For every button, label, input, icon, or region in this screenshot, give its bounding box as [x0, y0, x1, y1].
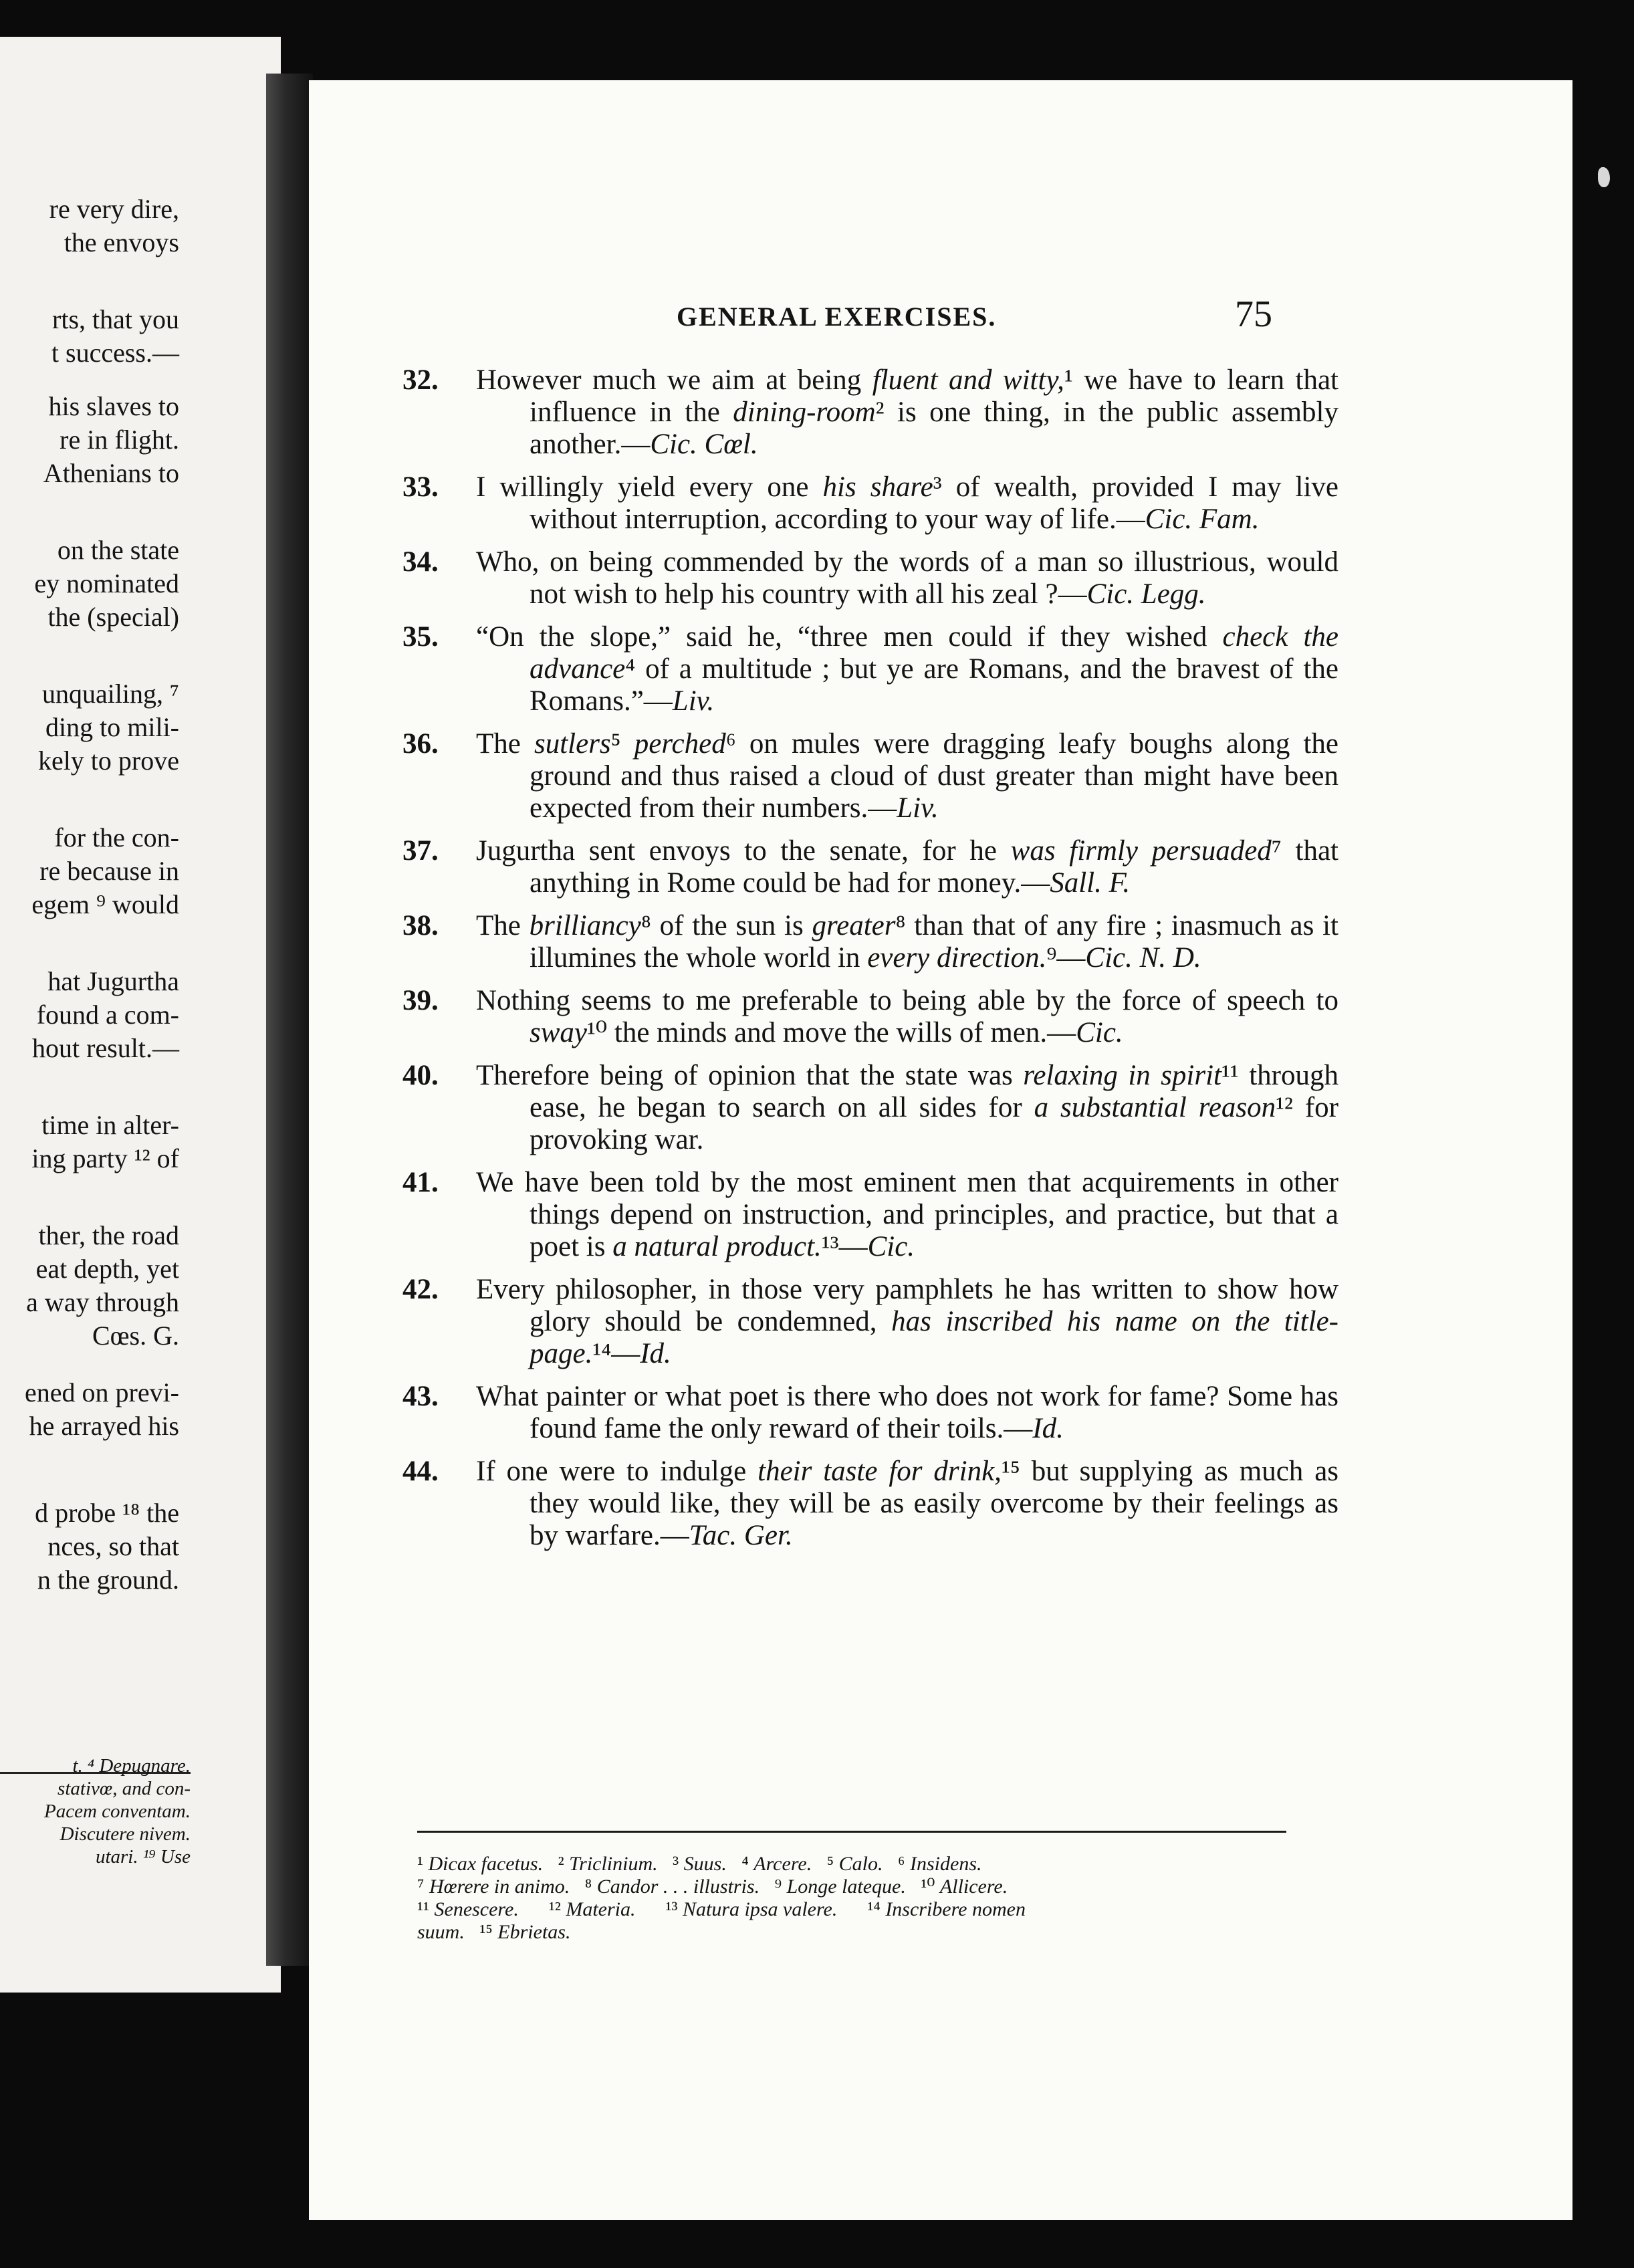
exercise-number: 35. [402, 621, 439, 653]
text-segment: through ease, he began to search on all sides for [530, 1060, 1338, 1123]
footnote-reference: ¹³ [821, 1231, 839, 1262]
text-segment: ¹⁵ [464, 1921, 498, 1943]
text-segment: of a multitude ; but ye are Romans, and the bravest of the Romans.”— [530, 653, 1338, 717]
exercise-item [309, 364, 1572, 461]
footnotes [417, 1831, 1286, 1944]
left-page-line: re in flight. [60, 425, 179, 455]
italic-text: Materia. [566, 1898, 636, 1920]
italic-text: suum. [417, 1921, 465, 1943]
exercise-text [476, 835, 1338, 899]
page-number: 75 [1235, 294, 1272, 335]
left-page-line: ey nominated [34, 568, 179, 598]
text-segment: ¹² [518, 1898, 566, 1920]
italic-text: Id. [1032, 1413, 1064, 1444]
footnote-reference: ² [875, 396, 885, 428]
text-segment: ⁵ [812, 1853, 839, 1875]
right-page [309, 80, 1572, 2220]
left-page-footnote-line: Discutere nivem. [60, 1823, 191, 1845]
text-segment: Jugurtha sent envoys to the senate, for he [476, 835, 1011, 867]
italic-text: Arcere. [753, 1853, 812, 1875]
italic-text: Suus. [683, 1853, 727, 1875]
italic-text: Triclinium. [569, 1853, 658, 1875]
footnote-line [417, 1921, 1286, 1944]
italic-text: sutlers [534, 728, 611, 760]
exercise-item [309, 621, 1572, 717]
exercise-text [476, 471, 1338, 536]
italic-text: Liv. [672, 685, 715, 717]
italic-text: Id. [640, 1338, 671, 1369]
text-segment: — [838, 1231, 868, 1262]
exercise-number: 32. [402, 364, 439, 396]
text-segment: Therefore being of opinion that the state was [476, 1060, 1024, 1091]
text-segment: We have been told by the most eminent men that acquirements in other things depend on instruction, and principles, and practice, but that a poet is [476, 1167, 1338, 1262]
text-segment: for provoking war. [530, 1092, 1339, 1155]
left-page-line: d probe ¹⁸ the [35, 1498, 179, 1528]
exercise-item [309, 1060, 1572, 1156]
italic-text: Cic. [867, 1231, 915, 1262]
left-page-line: the (special) [47, 602, 179, 632]
text-segment: we have to learn that influence in the [530, 364, 1338, 428]
italic-text: Inscribere nomen [885, 1898, 1026, 1920]
footnote-reference: ⁴ [625, 653, 636, 685]
text-segment: that anything in Rome could be had for money.— [530, 835, 1338, 899]
left-page-line: a way through [26, 1287, 179, 1317]
footnote-reference: ³ [933, 471, 942, 503]
exercise-text [476, 910, 1338, 974]
exercise-number: 39. [402, 985, 439, 1016]
exercise-number: 33. [402, 471, 439, 503]
text-segment: ⁹ [760, 1876, 787, 1898]
text-segment: What painter or what poet is there who does not work for fame? Some has found fame the only reward of their toils.— [476, 1381, 1338, 1444]
text-segment: — [1056, 942, 1086, 974]
text-segment: ¹¹ [417, 1898, 435, 1920]
left-page-line: rts, that you [52, 304, 179, 334]
left-page-line: ing party ¹² of [31, 1143, 179, 1173]
text-segment [621, 728, 634, 760]
exercise-text [476, 1167, 1338, 1263]
footnote-reference: ⁶ [725, 728, 736, 760]
left-page-line: t success.— [51, 338, 179, 368]
exercise-item [309, 546, 1572, 610]
exercise-number: 38. [402, 910, 439, 941]
text-segment: Every philosopher, in those very pamphlets he has written to show how glory should be condemned, [476, 1274, 1338, 1337]
page-header [309, 293, 1572, 340]
italic-text: fluent and witty, [872, 364, 1064, 396]
text-segment: is one thing, in the public assembly another.— [530, 396, 1338, 460]
exercise-text [476, 546, 1338, 610]
italic-text: a natural product. [612, 1231, 822, 1262]
italic-text: was firmly persuaded [1010, 835, 1272, 867]
left-page-line: found a com- [36, 1000, 179, 1030]
exercise-number: 40. [402, 1060, 439, 1091]
left-page-line: kely to prove [37, 746, 179, 776]
exercise-item [309, 985, 1572, 1049]
exercise-number: 43. [402, 1381, 439, 1412]
italic-text: sway [530, 1017, 587, 1048]
exercise-text [476, 1274, 1338, 1370]
left-page-line: egem ⁹ would [31, 889, 179, 919]
exercise-text [476, 621, 1338, 717]
exercise-item [309, 835, 1572, 899]
left-page-footnote-line: utari. ¹⁹ Use [95, 1846, 191, 1867]
left-page-line: his slaves to [48, 391, 179, 421]
exercise-number: 37. [402, 835, 439, 867]
exercise-number: 34. [402, 546, 439, 578]
footnote-reference: ⁸ [895, 910, 906, 941]
text-segment: than that of any fire ; inasmuch as it illumines the whole world in [530, 910, 1338, 974]
exercise-item [309, 1381, 1572, 1445]
text-segment: ¹⁰ [905, 1876, 940, 1898]
italic-text: brilliancy [529, 910, 641, 941]
footnote-reference: ¹² [1276, 1092, 1293, 1123]
exercise-item [309, 1274, 1572, 1370]
left-page-footnote-line: stativœ, and con- [57, 1778, 191, 1799]
text-segment: ⁷ [417, 1876, 429, 1898]
italic-text: Insidens. [910, 1853, 982, 1875]
footnote-reference: ⁵ [610, 728, 621, 760]
italic-text: Allicere. [939, 1876, 1008, 1898]
exercise-text [476, 1381, 1338, 1445]
text-segment: “On the slope,” said he, “three men could if they wished [476, 621, 1223, 653]
exercise-item [309, 1456, 1572, 1552]
text-segment: ¹³ [635, 1898, 683, 1920]
italic-text: Tac. Ger. [689, 1520, 793, 1551]
italic-text: Cic. Legg. [1086, 578, 1206, 610]
left-page-line: he arrayed his [29, 1411, 179, 1441]
text-segment: ⁸ [570, 1876, 597, 1898]
left-page-line: re very dire, [49, 194, 179, 224]
left-page-line: ding to mili- [45, 712, 179, 742]
exercise-text [476, 985, 1338, 1049]
text-segment: the minds and move the wills of men.— [607, 1017, 1076, 1048]
italic-text: his share [822, 471, 933, 503]
italic-text: Liv. [897, 792, 939, 824]
exercise-item [309, 728, 1572, 824]
italic-text: Senescere. [434, 1898, 519, 1920]
text-segment: Nothing seems to me preferable to being able by the force of speech to [476, 985, 1338, 1016]
text-segment: of the sun is [651, 910, 812, 941]
left-page-line: ened on previ- [24, 1377, 179, 1407]
italic-text: Candor . . . illustris. [596, 1876, 760, 1898]
text-segment: ² [543, 1853, 570, 1875]
exercise-text [476, 1456, 1338, 1552]
text-segment: If one were to indulge [476, 1456, 758, 1487]
book-spine [266, 74, 313, 1966]
left-facing-page [0, 37, 281, 1993]
footnote-line [417, 1898, 1286, 1921]
left-page-line: time in alter- [41, 1110, 179, 1140]
footnote-line [417, 1853, 1286, 1876]
italic-text: Hœrere in animo. [429, 1876, 570, 1898]
footnote-reference: ⁸ [640, 910, 651, 941]
footnote-reference: ⁹ [1046, 942, 1057, 974]
exercise-number: 42. [402, 1274, 439, 1305]
exercise-text [476, 1060, 1338, 1156]
italic-text: relaxing in spirit [1023, 1060, 1221, 1091]
exercise-number: 41. [402, 1167, 439, 1198]
italic-text: Cic. N. D. [1085, 942, 1201, 974]
left-page-footnote-line: t. ⁴ Depugnare. [72, 1755, 191, 1777]
text-segment: on mules were dragging leafy boughs along the ground and thus raised a cloud of dust greater than might have been expected from their numbers.— [530, 728, 1339, 824]
left-page-line: ther, the road [38, 1220, 179, 1250]
left-page-line: nces, so that [47, 1531, 179, 1561]
left-page-line: Cœs. G. [92, 1321, 179, 1351]
text-segment: However much we aim at being [476, 364, 872, 396]
italic-text: Dicax facetus. [428, 1853, 544, 1875]
italic-text: greater [812, 910, 896, 941]
left-page-line: on the state [57, 535, 179, 565]
left-page-line: for the con- [54, 822, 179, 853]
left-page-line: Athenians to [43, 458, 179, 488]
text-segment: ⁴ [726, 1853, 754, 1875]
scan-speck [1598, 167, 1610, 187]
exercise-text [476, 364, 1338, 461]
italic-text: their taste for drink, [757, 1456, 1002, 1487]
italic-text: Longe lateque. [786, 1876, 906, 1898]
footnote-line [417, 1876, 1286, 1898]
italic-text: has inscribed his name on the title-page. [530, 1306, 1338, 1369]
exercise-item [309, 1167, 1572, 1263]
text-segment: Who, on being commended by the words of a man so illustrious, would not wish to help his country with all his zeal ?— [476, 546, 1338, 610]
italic-text: perched [634, 728, 726, 760]
italic-text: Sall. F. [1050, 867, 1131, 899]
text-segment: but supplying as much as they would like, they will be as easily overcome by their feelings as by warfare.— [530, 1456, 1339, 1551]
left-page-line: hat Jugurtha [47, 966, 179, 996]
left-page-line: hout result.— [32, 1033, 179, 1063]
left-page-line: re because in [39, 856, 179, 886]
italic-text: dining-room [733, 396, 876, 428]
text-segment: ¹ [417, 1853, 429, 1875]
italic-text: Ebrietas. [497, 1921, 571, 1943]
text-segment: — [611, 1338, 640, 1369]
italic-text: Natura ipsa valere. [682, 1898, 838, 1920]
footnote-reference: ¹¹ [1221, 1060, 1239, 1091]
italic-text: check the advance [530, 621, 1338, 685]
text-segment: The [476, 910, 530, 941]
exercise-number: 44. [402, 1456, 439, 1487]
left-page-footnote-line: Pacem conventam. [43, 1801, 191, 1822]
left-page-line: eat depth, yet [35, 1254, 179, 1284]
italic-text: a substantial reason [1034, 1092, 1276, 1123]
left-page-line: unquailing, ⁷ [41, 679, 179, 709]
italic-text: Calo. [838, 1853, 883, 1875]
exercise-item [309, 910, 1572, 974]
text-segment: ³ [657, 1853, 684, 1875]
footnote-reference: ¹ [1064, 364, 1073, 396]
text-segment: I willingly yield every one [476, 471, 823, 503]
exercise-number: 36. [402, 728, 439, 760]
italic-text: Cic. Fam. [1145, 503, 1260, 535]
left-page-line: n the ground. [37, 1565, 179, 1595]
text-segment: The [476, 728, 534, 760]
footnote-reference: ¹⁰ [587, 1017, 608, 1048]
exercise-item [309, 471, 1572, 536]
italic-text: every direction. [867, 942, 1047, 974]
text-segment: ⁶ [883, 1853, 910, 1875]
left-page-line: the envoys [64, 227, 179, 257]
footnote-reference: ¹⁵ [1001, 1456, 1020, 1487]
footnote-reference: ⁷ [1271, 835, 1282, 867]
italic-text: Cic. Cœl. [650, 429, 758, 460]
exercise-list [309, 364, 1572, 1563]
italic-text: Cic. [1076, 1017, 1123, 1048]
exercise-text [476, 728, 1338, 824]
footnote-reference: ¹⁴ [592, 1338, 612, 1369]
text-segment: ¹⁴ [837, 1898, 886, 1920]
running-head: GENERAL EXERCISES. [677, 302, 997, 332]
text-segment: of wealth, provided I may live without interruption, according to your way of life.— [530, 471, 1338, 535]
